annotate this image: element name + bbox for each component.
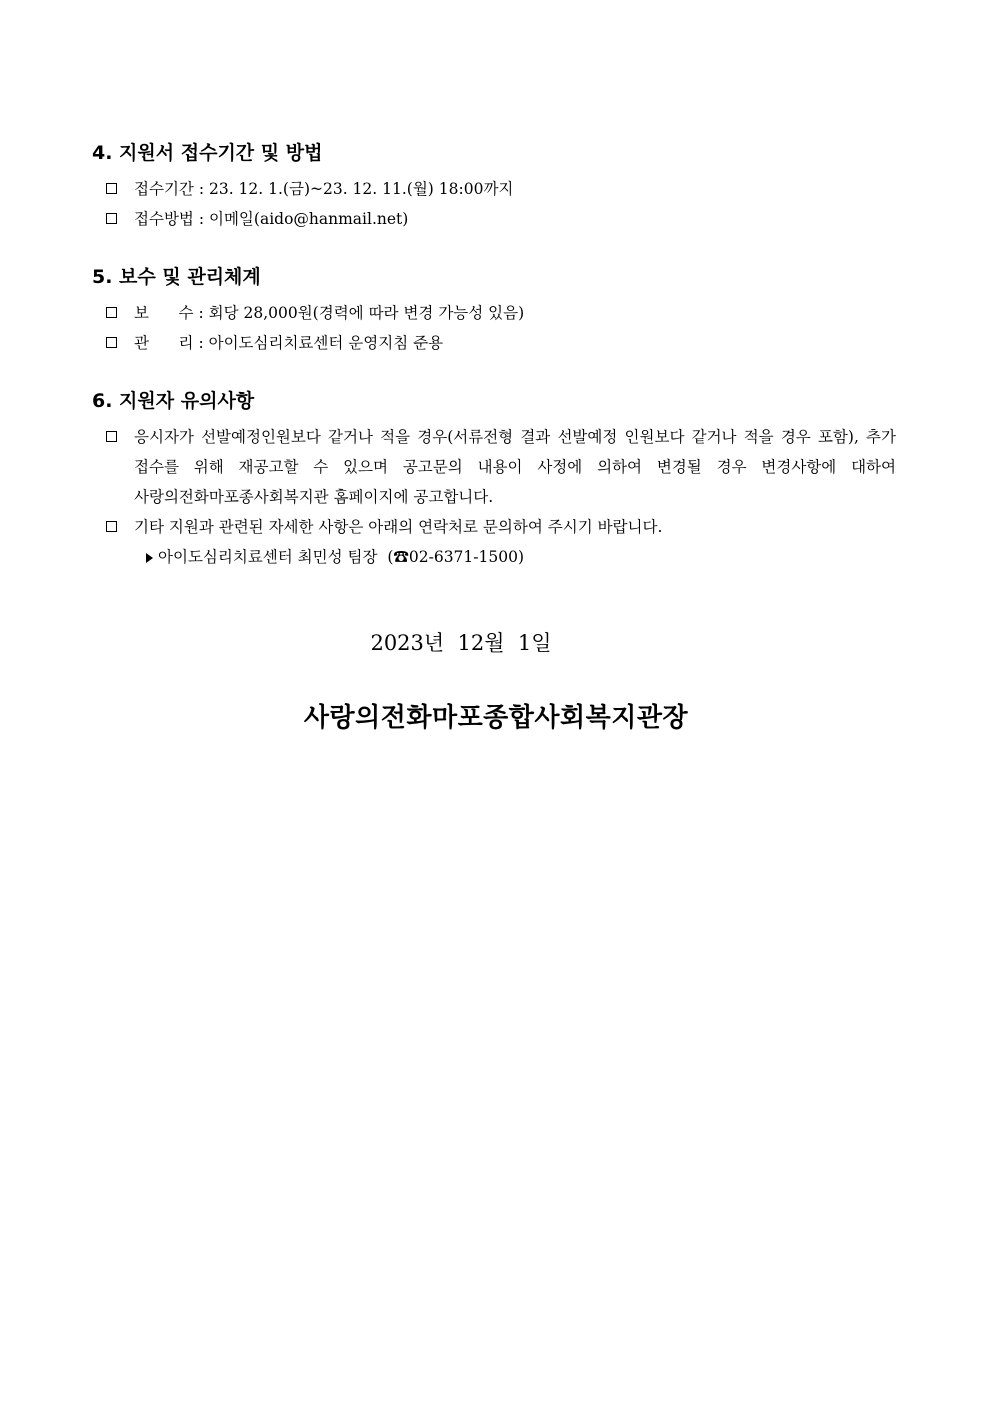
item-value: 이메일(aido@hanmail.net) bbox=[208, 210, 409, 228]
list-item bbox=[92, 298, 902, 328]
section-compensation bbox=[92, 264, 902, 358]
item-value: 아이도심리치료센터 운영지침 준용 bbox=[208, 334, 444, 352]
item-label: 관 리 bbox=[134, 334, 194, 352]
checkbox-bullet-icon bbox=[106, 307, 117, 318]
list-item bbox=[92, 204, 902, 234]
issuer-signature: 사랑의전화마포종합사회복지관장 bbox=[303, 703, 689, 733]
item-separator: : bbox=[193, 210, 209, 228]
checkbox-bullet-icon bbox=[106, 183, 117, 194]
list-item bbox=[92, 174, 902, 204]
list-item bbox=[92, 512, 902, 542]
list-item bbox=[92, 422, 902, 512]
item-label: 접수방법 bbox=[134, 210, 194, 228]
section-heading: 4. 지원서 접수기간 및 방법 bbox=[92, 142, 323, 164]
item-text: 응시자가 선발예정인원보다 같거나 적을 경우(서류전형 결과 선발예정 인원보다 같거나 적을 경우 포함), 추가 접수를 위해 재공고할 수 있으며 공고문의 내용이 사정에 의하여 변경될 경우 변경사항에 대하여 사랑의전화마포종사회복지관 홈페이지에 공고합니다. bbox=[134, 428, 896, 506]
section-heading: 6. 지원자 유의사항 bbox=[92, 390, 255, 412]
item-value: 회당 28,000원(경력에 따라 변경 가능성 있음) bbox=[208, 304, 525, 322]
item-separator: : bbox=[193, 304, 209, 322]
item-label: 보 수 bbox=[134, 304, 194, 322]
item-label: 접수기간 bbox=[134, 180, 194, 198]
checkbox-bullet-icon bbox=[106, 431, 117, 442]
item-separator: : bbox=[193, 180, 209, 198]
section-heading: 5. 보수 및 관리체계 bbox=[92, 266, 261, 288]
checkbox-bullet-icon bbox=[106, 521, 117, 532]
contact-text: 아이도심리치료센터 최민성 팀장 (☎02-6371-1500) bbox=[158, 548, 525, 566]
item-value: 23. 12. 1.(금)~23. 12. 11.(월) 18:00까지 bbox=[208, 180, 514, 198]
item-text: 기타 지원과 관련된 자세한 사항은 아래의 연락처로 문의하여 주시기 바랍니다. bbox=[134, 518, 663, 536]
checkbox-bullet-icon bbox=[106, 213, 117, 224]
section-applicant-notes bbox=[92, 388, 902, 572]
contact-line bbox=[92, 542, 902, 572]
checkbox-bullet-icon bbox=[106, 337, 117, 348]
triangle-bullet-icon bbox=[146, 553, 153, 563]
list-item bbox=[92, 328, 902, 358]
item-separator: : bbox=[193, 334, 209, 352]
document-date: 2023년 12월 1일 bbox=[370, 631, 552, 655]
section-application-period bbox=[92, 140, 902, 234]
